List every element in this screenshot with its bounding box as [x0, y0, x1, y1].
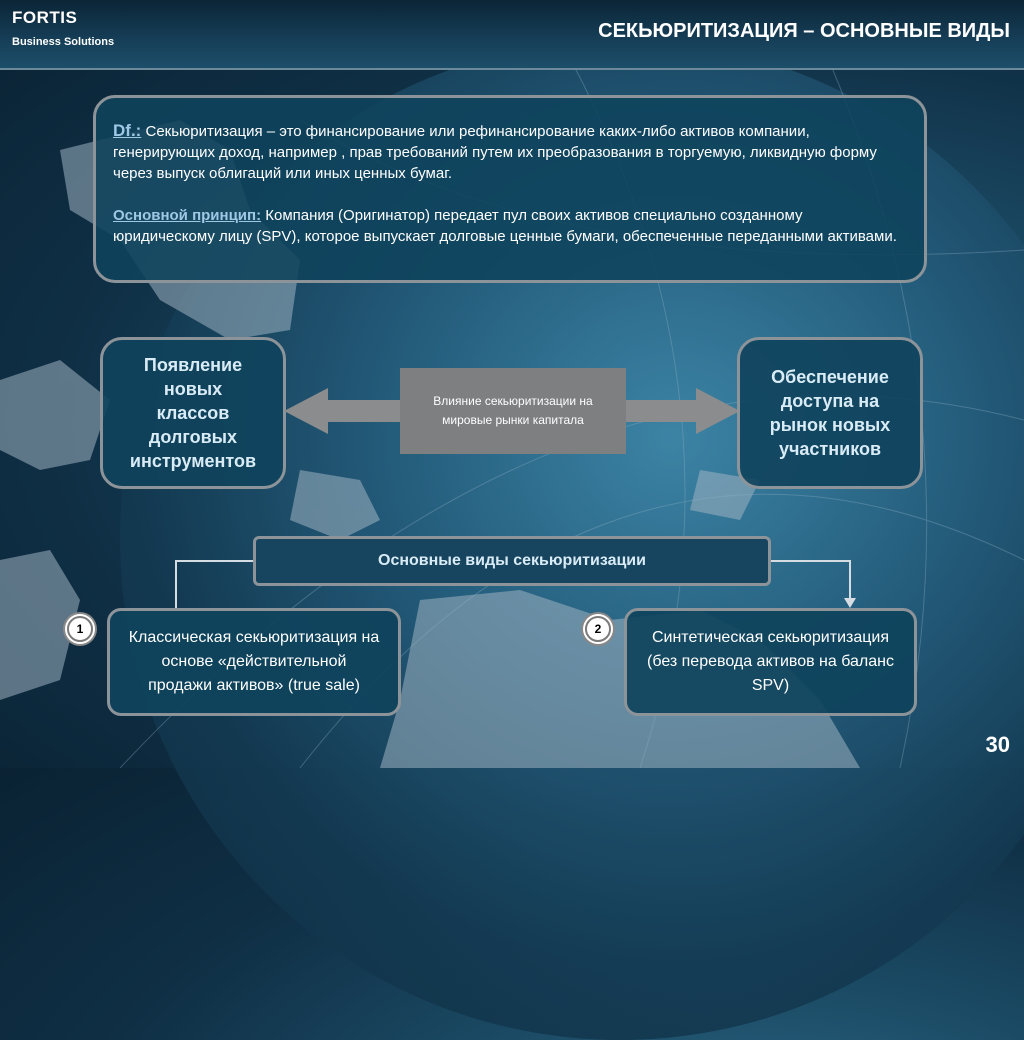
influence-center-box: Влияние секьюритизации на мировые рынки капитала: [400, 368, 626, 454]
principle-label: Основной принцип:: [113, 207, 262, 224]
number-badge-2: 2: [585, 616, 611, 642]
synthetic-securitization-box: Синтетическая секьюритизация (без перевода активов на баланс SPV): [624, 608, 917, 716]
principle-text: Компания (Оригинатор) передает пул своих активов специально созданному юридическому лицу (SPV), которое выпускает долговые ценные бумаги, обеспеченные переданными активами.: [113, 207, 897, 245]
new-instruments-box: Появление новых классов долговых инструментов: [100, 337, 286, 489]
page-number: 30: [985, 732, 1010, 757]
slide-title: СЕКЬЮРИТИЗАЦИЯ – ОСНОВНЫЕ ВИДЫ: [598, 20, 1010, 42]
company-logo-subtitle: Business Solutions: [12, 36, 115, 48]
classic-securitization-box: Классическая секьюритизация на основе «действительной продажи активов» (true sale): [107, 608, 401, 716]
market-access-box: Обеспечение доступа на рынок новых участников: [737, 337, 923, 489]
types-title-bar: Основные виды секьюритизации: [253, 536, 771, 586]
number-badge-1: 1: [67, 616, 93, 642]
df-text: Секьюритизация – это финансирование или рефинансирование каких-либо активов компании, генерирующих доход, например , прав требований путем их преобразования в торгуемую, ликвидную форму через выпуск облигаций или иных ценных бумаг.: [113, 123, 877, 182]
df-label: Df.:: [113, 121, 142, 140]
company-logo-title: FORTIS: [12, 8, 78, 27]
